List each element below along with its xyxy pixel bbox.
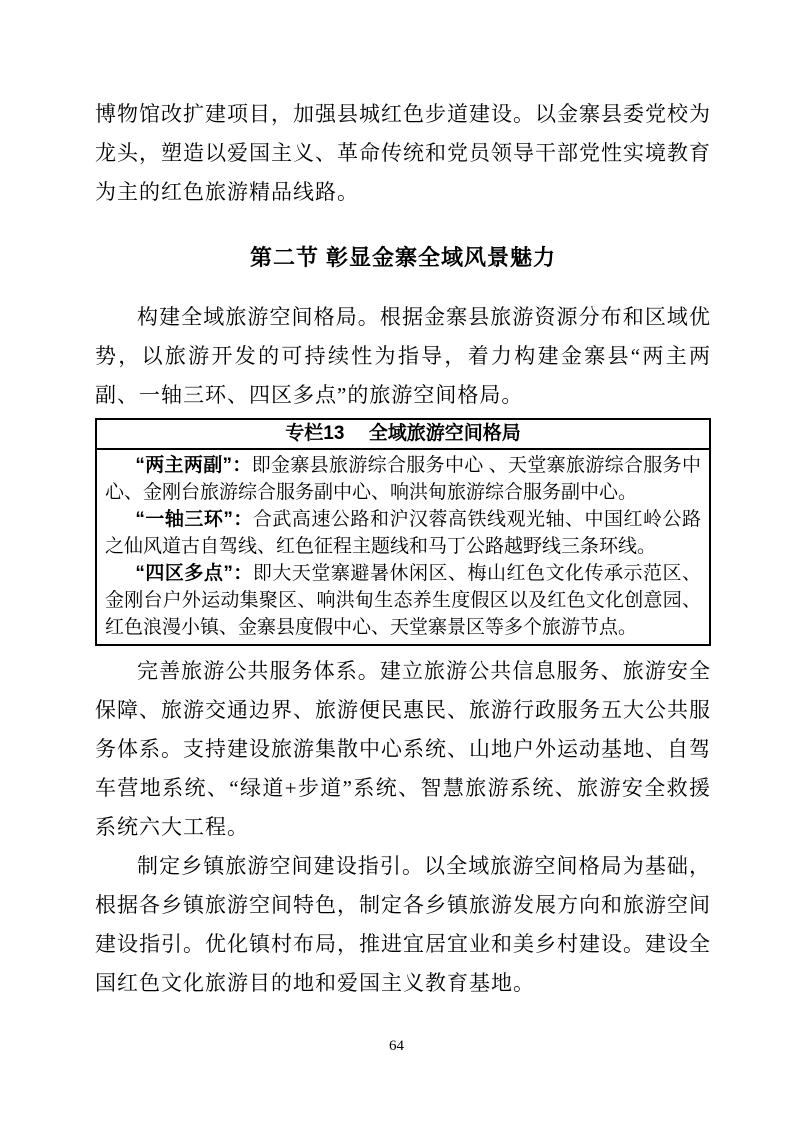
page-content [95, 95, 711, 1003]
column-box-body [97, 450, 709, 644]
box-item-four-zones-multi-points [105, 560, 701, 641]
paragraph-spatial-pattern: 构建全域旅游空间格局。根据金寨县旅游资源分布和区域优势，以旅游开发的可持续性为指导，着力构建金寨县“两主两副、一轴三环、四区多点”的旅游空间格局。 [95, 305, 711, 407]
column-box-13 [95, 418, 711, 646]
box-item-two-main-two-sub [105, 452, 701, 506]
paragraph-township-guideline: 制定乡镇旅游空间建设指引。以全域旅游空间格局为基础，根据各乡镇旅游空间特色，制定各乡镇旅游发展方向和旅游空间建设指引。优化镇村布局，推进宜居宜业和美乡村建设。建设全国红色文化旅游目的地和爱国主义教育基地。 [95, 854, 711, 995]
box-item-one-axis-three-rings [105, 506, 701, 560]
paragraph-public-service: 完善旅游公共服务体系。建立旅游公共信息服务、旅游安全保障、旅游交通边界、旅游便民惠民、旅游行政服务五大公共服务体系。支持建设旅游集散中心系统、山地户外运动基地、自驾车营地系统、“绿道+步道”系统、智慧旅游系统、旅游安全救援系统六大工程。 [95, 659, 711, 839]
box-item-desc: 即金寨县旅游综合服务中心 、天堂寨旅游综合服务中心、金刚台旅游综合服务副中心、响洪甸旅游综合服务副中心。 [105, 455, 701, 503]
box-item-term: “四区多点”： [135, 563, 253, 584]
box-item-desc: 合武高速公路和沪汉蓉高铁线观光轴、中国红岭公路之仙风道古自驾线、红色征程主题线和马丁公路越野线三条环线。 [105, 509, 701, 557]
column-box-title: 专栏13 全域旅游空间格局 [97, 420, 709, 450]
page-number: 64 [389, 1038, 404, 1054]
section-heading: 第二节 彰显金寨全域风景魅力 [249, 245, 557, 270]
box-item-term: “一轴三环”： [135, 509, 253, 530]
box-item-term: “两主两副”： [135, 455, 252, 476]
paragraph-continuation: 博物馆改扩建项目，加强县城红色步道建设。以金寨县委党校为龙头，塑造以爱国主义、革命传统和党员领导干部党性实境教育为主的红色旅游精品线路。 [95, 102, 711, 204]
box-item-desc: 即大天堂寨避暑休闲区、梅山红色文化传承示范区、金刚台户外运动集聚区、响洪甸生态养生度假区以及红色文化创意园、红色浪漫小镇、金寨县度假中心、天堂寨景区等多个旅游节点。 [105, 563, 701, 638]
